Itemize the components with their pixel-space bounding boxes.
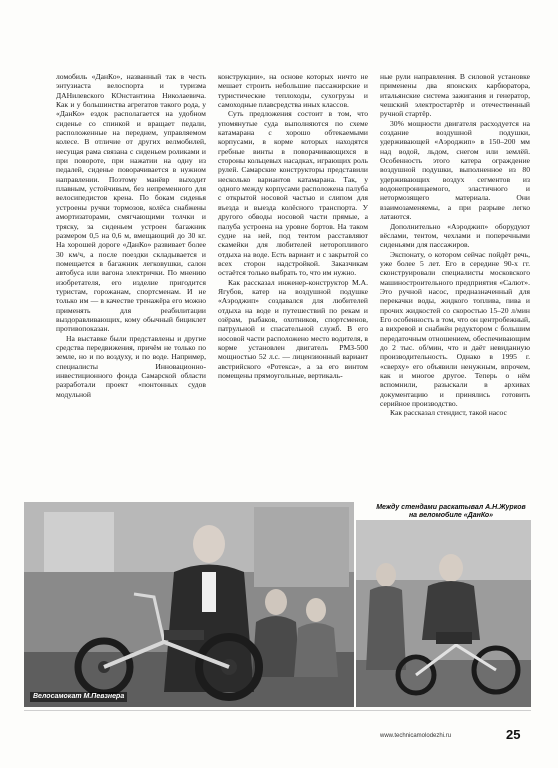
- photo-caption-right: Между стендами раскатывал А.Н.Журков на веломобиле «ДанКо»: [376, 504, 526, 519]
- footer-website: www.technicamolodezhi.ru: [380, 733, 452, 739]
- paragraph: конструкции», на основе которых ничто не мешает строить небольшие пассажирские и туристические теплоходы, сухогрузы и самоходные плавсредства иных классов.: [218, 72, 368, 110]
- paragraph: Как рассказал стендист, такой насос: [390, 408, 507, 418]
- photo-danko-illustration: [356, 520, 531, 707]
- article-body: [56, 72, 530, 500]
- text-column-2: [218, 72, 368, 500]
- photo-danko-velomobile: [356, 520, 531, 707]
- footer-divider: [24, 710, 531, 711]
- text-column-3: [380, 72, 530, 500]
- paragraph: На выставке были представлены и другие средства передвижения, причём не только по земле, но и по воздуху, и по воде. Например, специалисты Инновационно-инвестиционного фонда Самарской области разработали проект «понтонных судов модульной: [56, 333, 206, 399]
- paragraph: Дополнительно «Аэроджип» оборудуют вёслами, тентом, чехлами и поперечными сиденьями для пассажиров.: [380, 221, 530, 250]
- paragraph: ломобиль «ДанКо», названный так в честь энтузиаста велоспорта и туризма ДАНилевского КОнстантина Николаевича. Как и у большинства агрегатов такого рода, у «ДанКо» ездок располагается на удобном сиденье со спинкой и вращает педали, расположенные на переднем, управляемом колесе. В отличие от других велмобилей, несущая рама связана с сиденьем роликами и при повороте, при нажатии на одну из педалей, сиденье поворачивается в нужном направлении. Поэтому манёвр выходит плавным, устойчивым, без непременного для велосипедистов крена. По бокам сиденья устроены ручки тормозов, колёса снабжены амортизаторами, смягчающими толчки и тряску, за сиденьем устроен багажник размером 0,5 на 0,6 м, вмещающий до 30 кг. На хорошей дороге «ДанКо» развивает более 30 км/ч, а после поездки складывается и помещается в багажник легковушки, салон автобуса или вагона электрички. По мнению изобретателя, его изделие пригодится туристам, горожанам, спортсменам. И не только им — в качестве тренажёра его можно применять для реабилитации выздоравливающих, кому обычный бициклет противопоказан.: [56, 72, 206, 334]
- paragraph: Как рассказал инженер-конструктор М.А. Ягубов, катер на воздушной подушке «Аэроджип» создавался для любителей отдыха на воде и путешествий по рекам и озёрам, рыбаков, охотников, спортсменов, патрульной и спасательной служб. В его носовой части расположено место водителя, в корме установлен двигатель РМЗ-500 мощностью 52 л.с. — лицензионный вариант австрийского «Ротекса», а за его винтом помещены прямоугольные, вертикаль-: [218, 277, 368, 380]
- photo-velosamokat-illustration: [24, 502, 354, 707]
- text-column-1: [56, 72, 206, 500]
- paragraph: 30% мощности двигателя расходуется на создание воздушной подушки, удерживающей «Аэроджип» в 150–200 мм над водой, льдом, снегом или землёй. Особенность этого катера ограждение воздушной подушки, выполненное из 80 удерживающих воздух сегментов из водонепроницаемого, эластичного и нетормозящего материала. Они взаимозаменяемы, а при разрыве легко латаются.: [380, 118, 530, 222]
- paragraph: Суть предложения состоит в том, что упомянутые суда выполняются по схеме катамарана с хорошо обтекаемыми корпусами, в корме которых находятся гребные винты в поворачивающихся в стороны кольцевых насадках, играющих роль рулей. Самарские конструкторы представили несколько вариантов катамарана. Так, у одного между корпусами расположена палуба с открытой носовой частью и слипом для въезда и выезда колёсного транспорта. У другого обводы носовой части прямые, а палуба устроена на уровне бортов. На таком судне на ней, под тентом расставляют скамейки для любителей неторопливого отдыха на воде. Есть вариант и с закрытой со всех сторон надстройкой. Заказчикам остаётся только выбрать то, что им нужно.: [218, 109, 368, 278]
- page-number: 25: [506, 727, 521, 742]
- photo-caption-left: Велосамокат М.Певзнера: [30, 692, 127, 702]
- paragraph: ные рули направления. В силовой установке применены два японских карбюратора, итальянские система зажигания и генератор, чешский электростартёр и отечественный ручной стартёр.: [380, 72, 530, 119]
- photo-velosamokat: [24, 502, 354, 707]
- paragraph: Экспонату, о котором сейчас пойдёт речь, уже более 5 лет. Его в середине 90-х гг. сконструировали специалисты московского машиностроительного предприятия «Салют». Это ручной насос, предназначенный для перекачки воды, жидкого топлива, пива и прочих жидкостей со скоростью 15–20 л/мин Его особенность в том, что он центробежный, а вихревой и снабжён редуктором с большим передаточным отношением, обеспечивающим до 2 тыс. об/мин, что и даёт невиданную производительность. Однако в 1995 г. «сверху» его объявили ненужным, впрочем, как и многое другое. Теперь о нём вспомнили, разыскали в архивах документацию и принялись готовить серийное производство.: [380, 249, 530, 409]
